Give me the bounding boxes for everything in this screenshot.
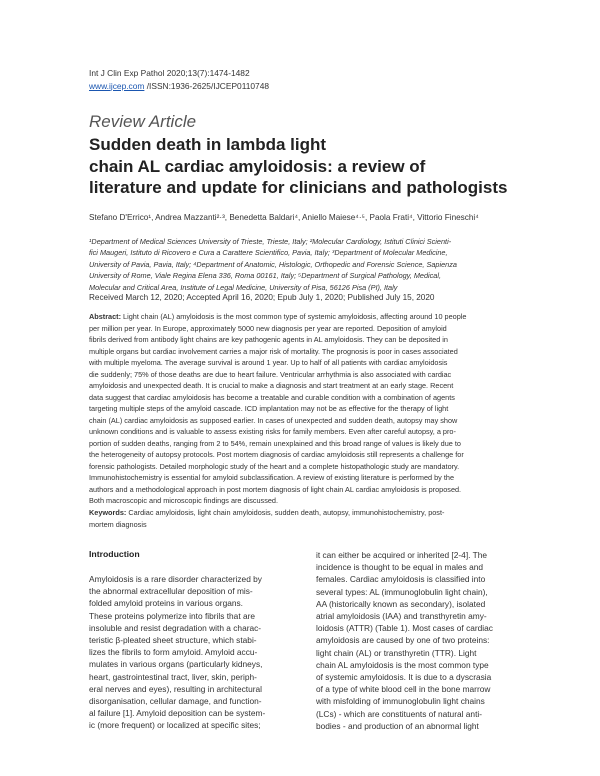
body-line: chain AL amyloidosis is the most common type	[316, 659, 489, 670]
abstract-line: unknown conditions and is valuable to assess existing risks for family members. Even after careful autopsy, a pro-	[89, 427, 456, 436]
journal-website-link[interactable]: www.ijcep.com	[89, 80, 145, 91]
body-line: several types: AL (immunoglobulin light chain),	[316, 586, 488, 597]
body-line: al failure [1]. Amyloid deposition can be system-	[89, 708, 266, 719]
body-line: insoluble and resist degradation with a charac-	[89, 622, 262, 633]
abstract-line: forensic pathologists. Detailed morphologic study of the heart and a complete histopathologic study are mandatory.	[89, 461, 460, 471]
keywords	[89, 507, 509, 530]
article-title	[89, 134, 529, 199]
body-line: light chain (AL) or transthyretin (TTR). Light	[316, 647, 477, 658]
body-line: it can either be acquired or inherited [2-4]. The	[316, 550, 487, 560]
affiliation-line: fici Maugeri, Istituto di Ricovero e Cura a Carattere Scientifico, Pavia, Italy; ³Department of Molecular Medicine,	[89, 248, 448, 258]
body-line: heart, gastrointestinal tract, liver, skin, periph-	[89, 671, 257, 682]
body-left-column	[89, 573, 299, 732]
abstract-line: per million per year. In Europe, approximately 5000 new diagnosis per year are reported. Deposition of amyloid	[89, 323, 447, 333]
body-line: Amyloidosis is a rare disorder characterized by	[89, 574, 262, 584]
abstract-line: portion of sudden deaths, ranging from 2 to 54%, remain unexplained and this broad range of values is likely due to	[89, 438, 461, 448]
body-line: the abnormal extracellular deposition of mis-	[89, 586, 253, 597]
affiliations	[89, 236, 519, 293]
body-line: lizes the fibrils to form amyloid. Amyloid accu-	[89, 647, 258, 658]
body-line: ic (more frequent) or localized at specific sites;	[89, 720, 261, 731]
body-line: mulates in various organs (particularly kidneys,	[89, 659, 263, 670]
publication-dates: Received March 12, 2020; Accepted April 16, 2020; Epub July 1, 2020; Published July 15, 2020	[89, 293, 435, 302]
journal-header	[89, 67, 269, 92]
abstract-line: data suggest that cardiac amyloidosis has become a treatable and curable condition with a combination of agents	[89, 392, 455, 402]
abstract-line: chain (AL) cardiac amyloidosis as supposed earlier. In cases of unexpected and sudden death, autopsy may show	[89, 415, 458, 425]
body-line: females. Cardiac amyloidosis is classified into	[316, 574, 486, 585]
body-right-column	[316, 549, 526, 732]
body-line: teristic β-pleated sheet structure, which stabi-	[89, 635, 257, 646]
affiliation-line: ¹Department of Medical Sciences University of Trieste, Trieste, Italy; ²Molecular Cardiology, Istituti Clinici Scienti-	[89, 237, 452, 246]
author-list: Stefano D'Errico¹, Andrea Mazzanti²·³, Benedetta Baldari⁴, Aniello Maiese⁴·⁵, Paola Frati⁴, Vittorio Fineschi⁴	[89, 213, 479, 222]
body-line: atrial amyloidosis (IAA) and transthyretin amy-	[316, 611, 487, 622]
keywords-line: mortem diagnosis	[89, 519, 147, 529]
body-line: with misfolding of immunoglobulin light chains	[316, 696, 485, 707]
body-line: loidosis (ATTR) (Table 1). Most cases of cardiac	[316, 623, 493, 634]
journal-citation: Int J Clin Exp Pathol 2020;13(7):1474-1482	[89, 68, 250, 78]
body-line: AA (historically known as secondary), isolated	[316, 598, 486, 609]
abstract-line: the heterogeneity of autopsy protocols. Post mortem diagnosis of cardiac amyloidosis still represents a challenge for	[89, 450, 464, 459]
body-line: These proteins polymerize into fibrils that are	[89, 610, 256, 621]
abstract-label: Abstract:	[89, 312, 122, 321]
abstract-line: Immunohistochemistry is essential for amyloid subclassification. A review of existing literature is performed by the	[89, 473, 454, 482]
body-line: (LCs) - which are constituents of natural anti-	[316, 708, 483, 719]
title-line: Sudden death in lambda light	[89, 135, 327, 154]
body-line: of systemic amyloidosis. It is due to a dyscrasia	[316, 672, 492, 683]
title-line: literature and update for clinicians and pathologists	[89, 178, 508, 197]
abstract-line: Abstract: Light chain (AL) amyloidosis is the most common type of systemic amyloidosis, affecting around 10 people	[89, 312, 467, 321]
abstract-line: authors and a methodological approach in post mortem diagnosis of light chain AL cardiac amyloidosis is proposed.	[89, 484, 462, 494]
introduction-heading: Introduction	[89, 549, 140, 559]
body-line: disorganisation, cellular damage, and function-	[89, 696, 262, 707]
article-type-label: Review Article	[89, 112, 197, 131]
abstract-line: die suddenly; 75% of those deaths are due to heart failure. Ventricular arrhythmia is also associated with cardiac	[89, 369, 452, 379]
body-line: amyloidosis are caused by one of two proteins:	[316, 635, 490, 646]
abstract-line: targeting multiple steps of the amyloid cascade. ICD implantation may not be as effective for the therapy of light	[89, 404, 449, 413]
keywords-label: Keywords:	[89, 508, 127, 517]
body-line: of a type of white blood cell in the bone marrow	[316, 684, 491, 695]
body-line: folded amyloid proteins in various organs.	[89, 598, 243, 609]
body-line: bodies - and production of an abnormal light	[316, 720, 479, 731]
affiliation-line: University of Pavia, Pavia, Italy; ⁴Department of Anatomic, Histologic, Orthopedic and Forensic Science, Sapienza	[89, 259, 457, 269]
affiliation-line: Molecular and Critical Area, Institute of Legal Medicine, University of Pisa, 56126 Pisa (PI), Italy	[89, 282, 398, 292]
body-line: eral nerves and eyes), resulting in architectural	[89, 683, 262, 694]
affiliation-line: University of Rome, Viale Regina Elena 336, Roma 00161, Italy; ⁵Department of Surgical Pathology, Medical,	[89, 271, 442, 281]
keywords-line: Keywords: Cardiac amyloidosis, light chain amyloidosis, sudden death, autopsy, immunohistochemistry, post-	[89, 508, 445, 517]
abstract-line: with multiple myeloma. The average survival is around 1 year. Up to half of all patients with cardiac amyloidosis	[89, 358, 448, 367]
body-line: incidence is thought to be equal in males and	[316, 562, 483, 573]
abstract-line: fibrils derived from antibody light chains are key pathogenic agents in AL amyloidosis. They can be deposited in	[89, 335, 448, 344]
abstract-line: amyloidosis and unexpected death. It is crucial to make a diagnosis and start treatment at an early stage. Recent	[89, 381, 454, 390]
journal-web-line	[89, 80, 269, 93]
abstract	[89, 311, 509, 507]
title-line: chain AL cardiac amyloidosis: a review of	[89, 156, 426, 176]
abstract-line: multiple organs but cardiac involvement carries a major risk of mortality. The prognosis is poor in cases associated	[89, 346, 458, 356]
abstract-line: Both macroscopic and microscopic findings are discussed.	[89, 496, 278, 505]
journal-issn: /ISSN:1936-2625/IJCEP0110748	[144, 80, 270, 91]
